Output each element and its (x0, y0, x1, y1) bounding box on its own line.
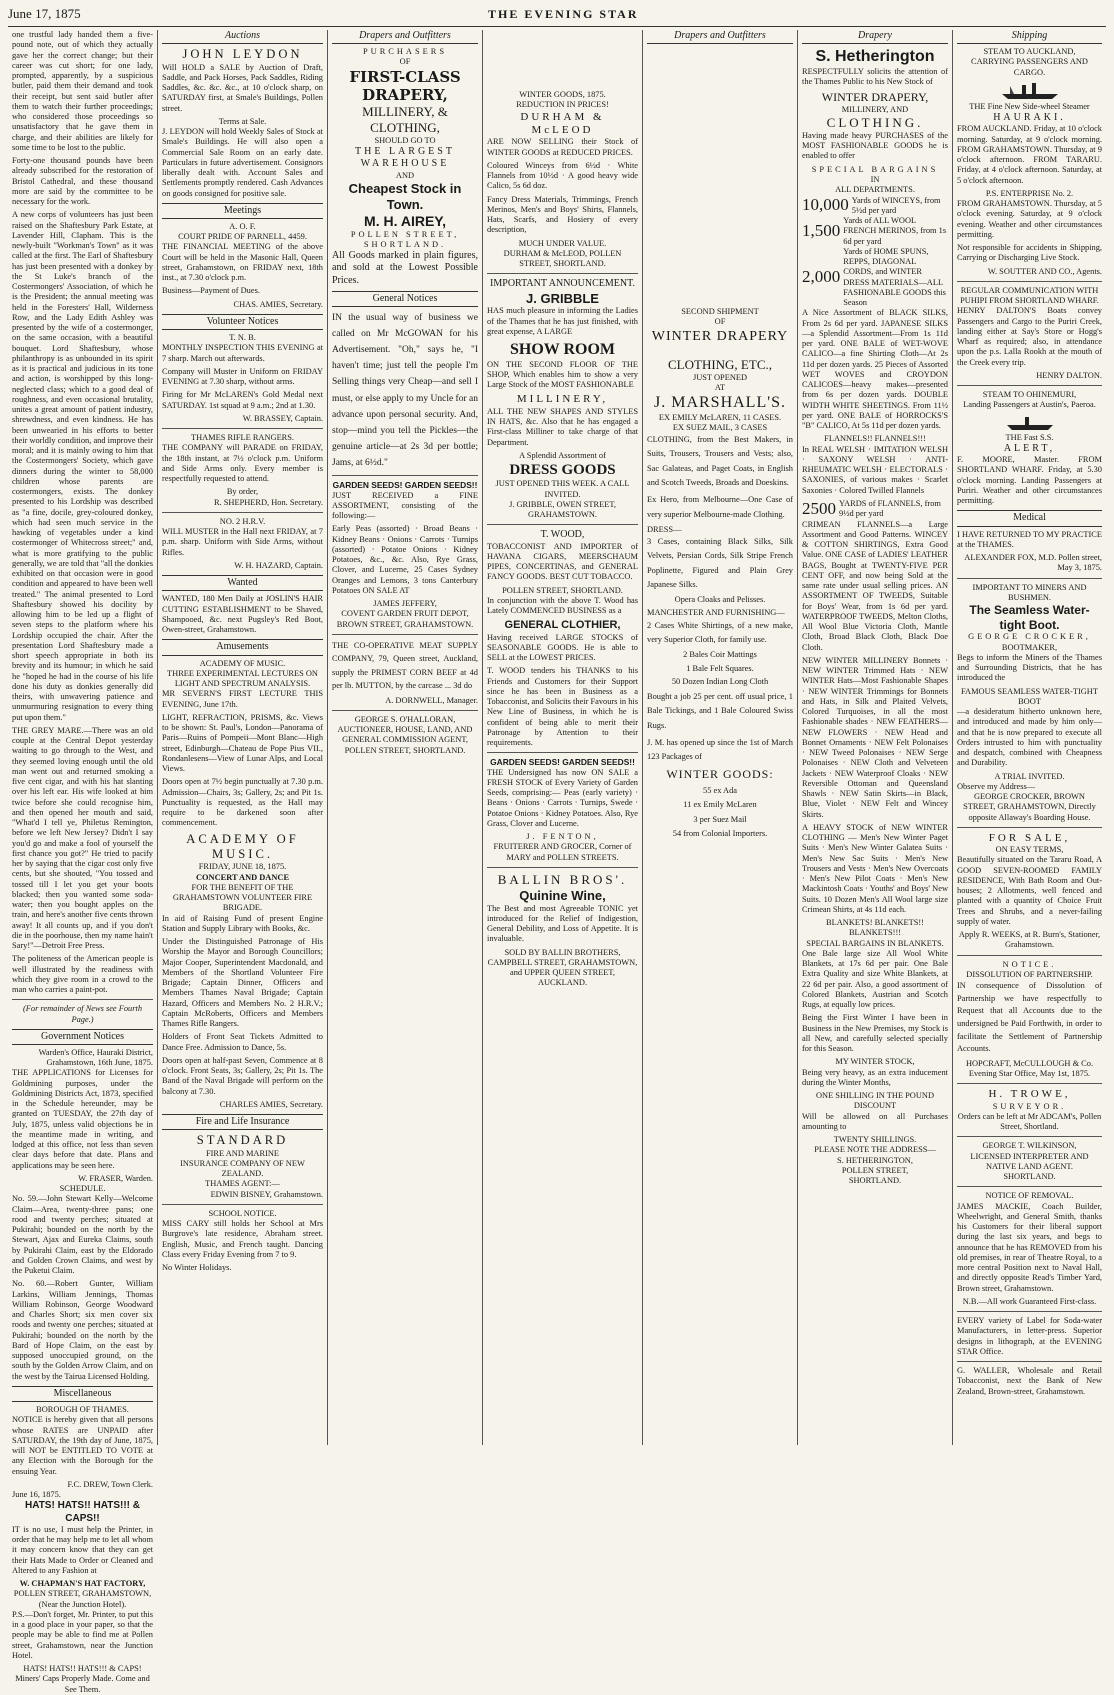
largest-warehouse: THE LARGEST WAREHOUSE (355, 146, 455, 170)
heth-address: POLLEN STREET, (841, 1165, 909, 1175)
section-header-wanted: Wanted (162, 575, 323, 591)
section-header-fire: Fire and Life Insurance (162, 1114, 323, 1130)
fire-marine: FIRE AND MARINE (205, 1148, 280, 1158)
airey-tagline: All Goods marked in plain figures, and sold at the Lowest Possible Prices. (332, 250, 478, 286)
heth-ad: Being very heavy, as an extra inducement during the Winter Months, (802, 1067, 948, 1087)
remainder-note: (For remainder of News see Fourth Page.) (22, 1004, 143, 1024)
covent-garden: COVENT GARDEN FRUIT DEPOT, (341, 609, 469, 619)
section-header-shipping: Shipping (957, 30, 1102, 44)
ship-schedule: F. MOORE, Master. FROM SHORTLAND WHARF. Friday, at 5.30 o'clock morning. Landing Passengers at Puriri. Weather and other circumstances permitting. (957, 455, 1102, 506)
regular-communication: REGULAR COMMUNICATION WITH PUHIPI FROM SHORTLAND WHARF. (960, 285, 1099, 306)
ship-disclaimer: Not responsible for accidents in Shipping, Carrying or Discharging Live Stock. (957, 243, 1102, 263)
in-line: IN (870, 174, 880, 184)
vol-notice: MONTHLY INSPECTION THIS EVENING at 7 sharp. March out afterwards. (162, 343, 323, 363)
hats-address: POLLEN STREET, GRAHAMSTOWN, (Near the Junction Hotel). (13, 1589, 152, 1609)
wanted-ad: WANTED, 180 Men Daily at JOSLIN'S HAIR CUTTING ESTABLISHMENT to be Shaved, Shampooed, &c. next Pugsley's Red Boot, Owen-street, Grahamstown. (162, 594, 323, 635)
amuse-text: Doors open at half-past Seven, Commence at 8 o'clock. Front Seats, 3s; Gallery, 2s; Pit 1s. The Band of the Naval Brigade will perform on the balcony at 7.30. (162, 1055, 323, 1096)
wilkinson-name: GEORGE T. WILKINSON, (982, 1141, 1077, 1151)
concert-title: CONCERT AND DANCE (195, 872, 290, 882)
vol-signature: W. H. HAZARD, Captain. (234, 560, 323, 570)
carrying-line: CARRYING PASSENGERS AND CARGO. (971, 57, 1088, 77)
hats-ps: P.S.—Don't forget, Mr. Printer, to put this in a good place in your paper, so that the people may be able to find me at Pollen street, Grahamstown, near the Junction Hotel. (12, 1609, 153, 1660)
ballin-name: BALLIN BROS'. (497, 871, 628, 887)
wilkinson-place: SHORTLAND. (1003, 1172, 1056, 1182)
marshall-ad: J. M. has opened up since the 1st of March 123 Packages of (647, 737, 793, 762)
section-header-meetings: Meetings (162, 203, 323, 219)
durham-name: DURHAM & McLEOD (520, 110, 605, 136)
heth-ad: Having made heavy PURCHASES of the MOST FASHIONABLE GOODS he is enabled to offer (802, 130, 948, 161)
ship-schedule: FROM GRAHAMSTOWN. Thursday, at 5 o'clock evening. Saturday, at 9 o'clock evening. Weather and other circumstances permitting. (957, 199, 1102, 239)
should-go-to: SHOULD GO TO (374, 136, 436, 145)
and-line: AND (395, 170, 415, 180)
marshall-ad: 50 Dozen Indian Long Cloth (671, 676, 769, 686)
heth-address: SHORTLAND. (848, 1176, 902, 1186)
column-2 (158, 30, 328, 1445)
ship-schedule: FROM AUCKLAND. Friday, at 10 o'clock morning. Saturday, at 9 o'clock morning. FROM GRAHAMSTOWN. Thursday, at 9 o'clock afternoon. FROM TARARU. Friday, at 4 o'clock afternoon. Saturday, at 5 o'clock afternoon. (957, 124, 1102, 185)
heth-ad: Being the First Winter I have been in Business in the New Premises, my Stock is all New, and carefully selected specially for this Season. (802, 1013, 948, 1054)
ballin-signature: SOLD BY BALLIN BROTHERS, CAMPBELL STREET, GRAHAMSTOWN, and UPPER QUEEN STREET, AUCKLAND. (487, 947, 638, 988)
borough-title: BOROUGH OF THAMES. (36, 1405, 129, 1415)
important-miners: IMPORTANT TO MINERS AND BUSHMEN. (972, 582, 1087, 602)
durham-value: MUCH UNDER VALUE. (518, 238, 607, 248)
gribble-name: J. GRIBBLE (526, 290, 599, 306)
dalton-signature: HENRY DALTON. (1036, 370, 1102, 380)
gribble-ad: HAS much pleasure in informing the Ladies of the Thames that he has just finished, with great expense, A LARGE (487, 306, 638, 336)
coop-ad: THE CO-OPERATIVE MEAT SUPPLY COMPANY, 79, Queen street, Auckland, supply the PRIMEST CORN BEEF at 4d per lb. MUTTON, by the carcase ... 3d do (332, 640, 478, 691)
section-header-government: Government Notices (12, 1029, 153, 1045)
fenton-name: J. FENTON, (526, 832, 599, 842)
crocker-name: GEORGE CROCKER, (968, 632, 1091, 642)
bargain-text: Yards of HOME SPUNS, REPPS, DIAGONAL CORDS, and WINTER DRESS MATERIALS—ALL FASHIONABLE GOODS this Season (843, 246, 946, 308)
amuse-text: MR SEVERN'S FIRST LECTURE THIS EVENING, June 17th. (162, 689, 323, 709)
notice-title: NOTICE. (1002, 959, 1057, 969)
section-header-medical: Medical (957, 510, 1102, 526)
garden-seeds-heading-2: GARDEN SEEDS! GARDEN SEEDS!! (490, 757, 635, 768)
news-paragraph: The politeness of the American people is well illustrated by the readiness with which they give room in a crowd to the man who carries a paint-pot. (12, 954, 153, 994)
gov-claim: No. 60.—Robert Gunter, William Larkins, William Jennings, Thomas William Robinson, George Woodward and Charles Short; six men cover six roods and twenty one perches; situated at Pukirahi; bounded on the north by the Bard of Hope Claim, on the east by supposed unoccupied ground, on the south by the Golden Arrow Claim, and on the west by the Tairua Licensed Holding. (12, 1279, 153, 1381)
bootmaker: BOOTMAKER, (1001, 642, 1058, 652)
quinine-wine: Quinine Wine, (519, 887, 606, 903)
fast-ss: THE Fast S.S. (1005, 432, 1054, 442)
my-winter-stock: MY WINTER STOCK, (835, 1057, 915, 1067)
column-5 (643, 30, 798, 1445)
jeffery-address: BROWN STREET, GRAHAMSTOWN. (336, 619, 474, 629)
gov-signature: W. FRASER, Warden. (78, 1173, 153, 1183)
gribble-splendid: A Splendid Assortment of (519, 450, 606, 460)
aof-title: A. O. F. (229, 221, 256, 231)
goods-item: 11 ex Emily McLaren (683, 800, 757, 810)
shipment-2: EX SUEZ MAIL, 3 CASES (672, 422, 768, 432)
tnb-title: T. N. B. (229, 333, 256, 343)
bargain-number: 10,000 (802, 195, 849, 215)
paper-title: THE EVENING STAR (488, 7, 639, 21)
gribble-millinery: MILLINERY, (516, 393, 609, 406)
ohalloran-title: AUCTIONEER, HOUSE, LAND, AND GENERAL COMMISSION AGENT, (337, 725, 473, 745)
amuse-text: Holders of Front Seat Tickets Admitted to Dance Free. Admission to Dance, 5s. (162, 1032, 323, 1052)
bargain-text: YARDS of FLANNELS, from 9½d per yard (839, 499, 941, 519)
column-1 (8, 30, 158, 1694)
durham-ad: ARE NOW SELLING their Stock of WINTER GOODS at REDUCED PRICES. (487, 137, 638, 157)
marshall-ad: 2 Cases White Shirtings, of a new make, very Superior Cloth, for family use. (647, 620, 793, 644)
gov-dateline: Warden's Office, Hauraki District, Grahamstown, 16th June, 1875. (38, 1047, 153, 1068)
concert-benefit: FOR THE BENEFIT OF THE GRAHAMSTOWN VOLUNTEER FIRE BRIGADE. (172, 882, 313, 913)
wilkinson-title: LICENSED INTERPRETER AND NATIVE LAND AGENT. (970, 1151, 1089, 1171)
vol-notice: THE COMPANY will PARADE on FRIDAY, the 18th instant, at 7½ o'clock p.m. Uniform and Side Arms only. Every member is respectfully requested to attend. (162, 443, 323, 484)
second-shipment: SECOND SHIPMENT (681, 307, 759, 317)
auction-ad: J. LEYDON will hold Weekly Sales of Stock at Smale's Buildings. He will also open a Commercial Sale Room on an early date. Particulars in future advertisement. Consignors liberally dealt with. Account Sales and Settlements promptly rendered. Cash Advances on goods consigned for positive sale. (162, 127, 323, 198)
section-header-amusements: Amusements (162, 639, 323, 655)
goods-item: 55 ex Ada (703, 786, 737, 796)
wood-name: T. WOOD, (540, 529, 585, 541)
wood-address: POLLEN STREET, SHORTLAND. (502, 585, 623, 595)
removal-text: JAMES MACKIE, Coach Builder, Wheelwright, and General Smith, thanks his Customers for their liberal support during the last six years, and begs to announce that he has REMOVED from his old premises, in rear of Theatre Royal, to a more central Position next to Naval Hall, and directly opposite Read's Timber Yard, Brown street, Grahamstown. (957, 1201, 1102, 1293)
concert-date: FRIDAY, JUNE 18, 1875. (198, 862, 287, 872)
news-paragraph: Forty-one thousand pounds have been already subscribed for the restoration of Bristol Cathedral, and these thousand more are said by the committee to be necessary for the work. (12, 156, 153, 206)
bargain-number: 2500 (802, 498, 836, 518)
marshall-ad: 3 Cases, containing Black Silks, Silk Velvets, Persian Cords, Silk Stripe French Poplinette, Figured and Plain Grey Japanese Silks. (647, 537, 793, 589)
gribble-signature: J. GRIBBLE, OWEN STREET, GRAHAMSTOWN. (509, 499, 616, 520)
millinery-and: MILLINERY, AND (841, 104, 909, 114)
ballin-ad: The Best and most Agreeable TONIC yet introduced for the Relief of Indigestion, General Debility, and Loss of Appetite. It is invaluable. (487, 903, 638, 944)
clothing-2: CLOTHING. (826, 115, 924, 131)
landing-line: Landing Passengers at Austin's, Paeroa. (963, 400, 1096, 410)
column-4 (483, 30, 643, 1445)
hauraki-name: HAURAKI. (993, 112, 1066, 124)
hetherington-name: S. Hetherington (815, 48, 935, 66)
heth-address: S. HETHERINGTON, (837, 1155, 913, 1165)
at-line: AT (714, 382, 726, 392)
section-header-drapers: Drapers and Outfitters (332, 30, 478, 44)
dress-label: DRESS— (647, 524, 682, 534)
section-header-drapers-2: Drapers and Outfitters (647, 30, 793, 44)
auction-ad: Will HOLD a SALE by Auction of Draft, Saddle, and Pack Horses, Pack Saddles, Riding Saddles, &c. &c. &c., at 10 o'clock sharp, on SATURDAY first, at Smale's Buildings, Pollen street. (162, 62, 323, 113)
section-header-auctions: Auctions (162, 30, 323, 44)
purchasers-line: PURCHASERS (363, 47, 447, 57)
steamer-line: THE Fine New Side-wheel Steamer (969, 101, 1090, 111)
masthead (8, 6, 1106, 27)
section-header-miscellaneous: Miscellaneous (12, 1386, 153, 1402)
jeffery-name: JAMES JEFFERY, (373, 599, 437, 609)
of-line: OF (399, 57, 411, 67)
amuse-text: Doors open at 7½ begin punctually at 7.30 p.m. Admission—Chairs, 3s; Gallery, 2s; and Pit 1s. Punctuality is requested, as the Hall may require to be darkened soon after commencement. (162, 777, 323, 828)
forsale-signature: Apply R. WEEKS, at R. Burn's, Stationer, Grahamstown. (958, 930, 1101, 950)
observe-address: Observe my Address— (957, 781, 1036, 791)
meeting-business: Business—Payment of Dues. (162, 286, 260, 296)
bargain-text: Yards of ALL WOOL FRENCH MERINOS, from 1s 6d per yard (843, 216, 947, 246)
clothing-etc: CLOTHING, ETC., (668, 356, 772, 372)
section-header-volunteer: Volunteer Notices (162, 314, 323, 330)
amuse-signature: CHARLES AMIES, Secretary. (219, 1099, 323, 1109)
famous-boot: FAMOUS SEAMLESS WATER-TIGHT BOOT (961, 686, 1098, 706)
column-7 (953, 30, 1106, 1445)
millinery-clothing: MILLINERY, & CLOTHING, (362, 104, 448, 136)
wood-ad: T. WOOD tenders his THANKS to his Friends and Customers for their Support since he has been in Business as a Tobacconist, and Solicits their Favours in his New Line of Business, in which he is confident of being able to merit their Patronage by Attention to their requirements. (487, 666, 638, 748)
first-class-drapery: FIRST-CLASS DRAPERY, (349, 67, 461, 104)
agent-name: EDWIN BISNEY, Grahamstown. (210, 1189, 323, 1199)
special-blankets: SPECIAL BARGAINS IN BLANKETS. (806, 938, 944, 948)
hats-footer: HATS! HATS!! HATS!!! & CAPS! Miners' Caps Properly Made. Come and See Them. (15, 1664, 150, 1694)
bargain-number: 2,000 (802, 267, 841, 287)
reduction-line: REDUCTION IN PRICES! (516, 100, 609, 110)
meeting-notice: THE FINANCIAL MEETING of the above Court will be held in the Masonic Hall, Queen street, Grahamstown, on FRIDAY next, 18th inst., at 7.30 o'clock p.m. (162, 242, 323, 283)
crocker-ad: Begs to inform the Miners of the Thames and Surrounding Districts, that he has introduced the (957, 652, 1102, 683)
vol-notice: WILL MUSTER in the Hall next FRIDAY, at 7 p.m. sharp. Uniform with Side Arms, without Rifles. (162, 527, 323, 557)
vol-signature: W. BRASSEY, Captain. (242, 413, 323, 423)
seamless-boot: The Seamless Water-tight Boot. (969, 603, 1090, 632)
heth-ad: A Nice Assortment of BLACK SILKS, From 2s 6d per yard. JAPANESE SILKS—a Splendid Assortment—From 1s 11d per yard. ONE BALE of WET-WOVE CALICO—a fine Shirting Cloth—At 2s 11d per dozen yards. 25 Pieces of Assorted WET WOVES and CROYDON CALICOES—heavy makes—presented from 6s per dozen yards. DOUBLE WIDTH WHITE SHEETINGS. From 11½ per yard. ONE BALE of HORROCKS'S "B" CALICO, At 5s 11d per dozen yards. (802, 308, 948, 431)
flannels-heading: FLANNELS!! FLANNELS!!! (824, 434, 926, 444)
alert-name: ALERT, (1003, 442, 1056, 454)
shilling-discount: ONE SHILLING IN THE POUND DISCOUNT (815, 1091, 934, 1111)
school-text: No Winter Holidays. (162, 1263, 232, 1273)
meeting-signature: CHAS. AMIES, Secretary. (233, 299, 323, 309)
cheapest-stock: Cheapest Stock in Town. (348, 180, 462, 212)
enterprise-name: P.S. ENTERPRISE No. 2. (985, 188, 1074, 198)
misc-notice: NOTICE is hereby given that all persons whose RATES are UNPAID after SATURDAY, the 19th day of June, 1875, will NOT be ENTITLED TO VOTE at any Election with the Borough for the ensuing Year. (12, 1415, 153, 1476)
auction-terms: Terms at Sale. (218, 116, 267, 126)
removal-nb: N.B.—All work Guaranteed First-class. (962, 1296, 1097, 1306)
dissolution-title: DISSOLUTION OF PARTNERSHIP. (966, 969, 1093, 979)
fenton-ad: THE Undersigned has now ON SALE a FRESH STOCK of Every Variety of Garden Seeds, comprising:— Peas (early variety) · Beans · Onions · Carrots · Turnips, Swede · Potatoe Onions · Kidney Potatoes. Also, Rye Grass, Clover and Lucerne. (487, 767, 638, 828)
general-clothier: GENERAL CLOTHIER, (504, 619, 621, 632)
issue-date: June 17, 1875 (8, 6, 81, 21)
crocker-signature: GEORGE CROCKER, BROWN STREET, GRAHAMSTOWN, Directly opposite Allaway's Boarding House. (963, 792, 1096, 822)
ohalloran-name: GEORGE S. O'HALLORAN, (354, 714, 456, 724)
heth-ad: NEW WINTER MILLINERY Bonnets · NEW WINTER Trimmed Hats · NEW WINTER Hats—Most Fashionable Shapes · NEW WINTER Trimmings for Bonnets and Hats, in Silk and Plaited Velvets, Colored Turquoises, in all the most Fashionable shades · NEW FEATHERS—NEW FLOWERS · NEW Head and Bonnet Ornaments · NEW Felt Polonaises · NEW Tweed Polonaises · NEW Serge Polonaises · NEW Cloth and Velveteen Jackets · NEW Waterproof Cloaks · NEW Reversible Ottoman and Queensland Shawls · NEW Satin Skirts—in Black, Blue, Violet · NEW Felt and Wincey Skirts. (802, 655, 948, 819)
durham-ad: Fancy Dress Materials, Trimmings, French Merinos, Men's and Boys' Shirts, Flannels, Hats, Scarfs, and Hosiery of every description, (487, 194, 638, 235)
shipment-1: EX EMILY McLAREN, 11 CASES. (658, 412, 782, 422)
for-sale: FOR SALE, (988, 831, 1071, 844)
waller-ad: G. WALLER, Wholesale and Retail Tobacconist, next the Bank of New Zealand, Brown-street, Grahamstown. (957, 1366, 1102, 1396)
heth-ad: A HEAVY STOCK of NEW WINTER CLOTHING — Men's New Winter Paget Suits · Men's New Winter Galatea Suits · Men's New Sac Suits · Men's New Trousers and Vests · Men's New Overcoats · Men's New Pilot Coats · Men's New Mackintosh Coats · Youths' and Boys' New Suits. 10 Dozen Men's All Wool large size Crimean Shirts, at 4s 11d each. (802, 822, 948, 914)
dress-goods: DRESS GOODS (509, 462, 616, 479)
garden-seeds-heading: GARDEN SEEDS! GARDEN SEEDS!! (332, 480, 478, 491)
winter-goods: WINTER GOODS: (666, 767, 774, 782)
manchester-label: MANCHESTER AND FURNISHING— (647, 608, 785, 618)
bargain-row (802, 195, 948, 216)
bargain-text: Yards of WINCEYS, from 5½d per yard (851, 195, 941, 215)
fenton-address: FRUITERER AND GROCER, Corner of MARY and POLLEN STREETS. (493, 842, 632, 862)
schedule-title: SCHEDULE. (59, 1184, 106, 1194)
hats-heading: HATS! HATS!! HATS!!! & CAPS!! (25, 1500, 140, 1524)
removal-title: NOTICE OF REMOVAL. (985, 1191, 1074, 1201)
section-header-general: General Notices (332, 291, 478, 307)
please-note: PLEASE NOTE THE ADDRESS— (814, 1145, 936, 1155)
trowe-name: H. TROWE, (988, 1088, 1071, 1101)
heth-ad: CRIMEAN FLANNELS—a Large Assortment and Good Patterns. WINCEY & COTTON SHIRTINGS, Extra Good Value. ONE CASE of LADIES' LEATHER BAGS, Bought at TWENTY-FIVE PER CENT OFF, and now being Sold at the same rate under usual selling prices. AN ASSORTMENT OF TWEEDS, Suitable for Boys' Wear, from 1s 6d per yard. WATERPROOF TWEEDS, Melton Cloths, All Wool Blue Victoria Cloth, Mantle Cloth, Broad Black Cloth, Black Doe Cloth. (802, 519, 948, 652)
marshall-ad: 2 Bales Coir Mattings (683, 650, 757, 660)
amuse-text: LIGHT, REFRACTION, PRISMS, &c. Views to be shown: St. Paul's, London—Panorama of Paris—Ruins of Pompeii—Mont Blanc—High street, Edinburgh—Chateau de Pope Pius VII., Rondanlesens—View of Lunar Alps, and Local Views. (162, 712, 323, 774)
garden-list: Early Peas (assorted) · Broad Beans · Kidney Beans · Onions · Carrots · Turnips (assorted) · Potatoe Onions · Kidney Potatoes, &c., &c. Also, Rye Grass, Clover, and Lucerne, 25 Cases Sydney Oranges and Lemons, 3 tons Canterbury Potatoes ON SALE AT (332, 524, 478, 595)
school-title: SCHOOL NOTICE. (208, 1208, 277, 1218)
marshall-name: J. MARSHALL'S. (653, 394, 786, 412)
bargain-row (802, 247, 948, 309)
hats-name: W. CHAPMAN'S HAT FACTORY, (19, 1579, 146, 1588)
wood-ad: In conjunction with the above T. Wood has Lately COMMENCED BUSINESS as a (487, 595, 638, 616)
just-opened: JUST OPENED (692, 372, 748, 382)
bargain-row (802, 216, 948, 247)
gov-notice: THE APPLICATIONS for Licenses for Goldmining purposes, under the Goldmining Districts Act, 1873, specified in the Schedule hereunder, may be granted on TUESDAY, the 27th day of July, 1875, unless valid objections be in the meantime made in writing, and lodged at this office, not less than seven clear days before that date. Plans and applications may be seen here. (12, 1068, 153, 1170)
heth-ad: In REAL WELSH · IMITATION WELSH · SAXONY WELSH · ANTI-RHEUMATIC WELSH · ELECTORALS · SAXONIES, of various makes · Scarlet Saxonies · Colored Twilled Flannels (802, 444, 948, 495)
marshall-ad: Bought a job 25 per cent. off usual price, 1 Bale Tickings, and 1 Bale Coloured Swiss Rugs. (647, 692, 793, 730)
bargain-number: 1,500 (802, 221, 841, 241)
label-ad: EVERY variety of Label for Soda-water Manufacturers, in letter-press. Superior designs in lithograph, at the EVENING STAR Office. (957, 1316, 1102, 1356)
hrv-title: NO. 2 H.R.V. (219, 516, 266, 526)
hats-ad: IT is no use, I must help the Printer, in order that he may help me to let all whom it may concern know that they can get their Hats Made to Order or Cleaned and Altered to any Fashion at (12, 1524, 153, 1575)
important-announcement: IMPORTANT ANNOUNCEMENT. (490, 278, 635, 290)
thames-agent: THAMES AGENT:— (205, 1179, 280, 1189)
ohalloran-address: POLLEN STREET, SHORTLAND. (344, 745, 466, 755)
heth-ad: Will be allowed on all Purchases amounting to (802, 1111, 948, 1131)
wood-ad: TOBACCONIST AND IMPORTER of HAVANA CIGARS, MEERSCHAUM PIPES, CONCERTINAS, and GENERAL FANCY GOODS. BEST CUT TOBACCO. (487, 541, 638, 582)
amuse-text: In aid of Raising Fund of present Engine Station and Supply Library with Books, &c. (162, 913, 323, 933)
auctioneer-name: JOHN LEYDON (182, 47, 303, 62)
academy-title: ACADEMY OF MUSIC. (199, 658, 286, 668)
goods-item: 54 from Colonial Importers. (672, 828, 768, 838)
gribble-just: JUST OPENED THIS WEEK. A CALL INVITED. (495, 479, 630, 499)
steam-ohinemuri: STEAM TO OHINEMURI, (982, 390, 1077, 400)
school-text: MISS CARY still holds her School at Mrs Burgrove's late residence, Abraham street. English, Music, and French taught. Dancing Class every Friday Evening from 7 to 9. (162, 1219, 323, 1259)
steamer-icon (1000, 80, 1060, 100)
marshall-ad: 1 Bale Felt Squares. (686, 663, 754, 673)
vol-notice: Firing for Mr McLAREN's Gold Medal next SATURDAY. 1st squad at 9 a.m.; 2nd at 1.30. (162, 390, 323, 410)
surveyor: SURVEYOR. (992, 1101, 1067, 1111)
mcgowan-ad: IN the usual way of business we called on Mr McGOWAN for his Advertisement. "Oh," says he, "I haven't time; just tell the people I'm Selling things very Cheap—and sell I must, or else apply to my Uncle for an advance upon personal security. And, stop—mind you tell the Pickles—the genuine article—at 2s 3d per bottle; Jams, at 6½d." (332, 312, 478, 469)
gov-claim: No. 59.—John Stewart Kelly—Welcome Claim—Area, twenty-three pans; one rood and twenty perches; situated at Pukirahi; bounded on the north by the Stewart, Ajax and Eureka Claims, south by Pukirahi Claim, east by the Eldorado and Golden Crown Claims, and west by the Puketui Claim. (12, 1194, 153, 1276)
gribble-ad: ON THE SECOND FLOOR OF THE SHOP, Which enables him to show a very Large Stock of the MOST FASHIONABLE (487, 359, 638, 390)
dissolution-signature: HOPCRAFT, McCULLOUGH & Co. Evening Star Office, May 1st, 1875. (965, 1058, 1094, 1079)
winter-goods-title: WINTER GOODS, 1875. (519, 90, 606, 99)
marshall-ad: Opera Cloaks and Pelisses. (674, 595, 766, 605)
section-header-drapery: Drapery (802, 30, 948, 44)
crocker-ad: —a desideratum hitherto unknown here, and introduced and made by him only—and that he is now prepared to execute all Orders intrusted to him with punctuality and despatch, combined with Cheapness and Durability. (957, 707, 1102, 768)
vol-byorder: By order, (226, 487, 259, 497)
lectures-title: THREE EXPERIMENTAL LECTURES ON LIGHT AND SPECTRUM ANALYSIS. (167, 668, 318, 689)
medical-signature: ALEXANDER FOX, M.D. Pollen street, May 3, 1875. (964, 553, 1102, 573)
heth-ad: RESPECTFULLY solicits the attention of the Thames Public to his New Stock of (802, 66, 948, 86)
misc-date: June 16, 1875. (12, 1490, 61, 1500)
trowe-orders: Orders can be left at Mr ADCAM's, Pollen Street, Shortland. (957, 1111, 1102, 1132)
airey-name: M. H. AIREY, (364, 212, 446, 229)
blankets-heading: BLANKETS! BLANKETS!! BLANKETS!!! (826, 918, 924, 938)
easy-terms: ON EASY TERMS, (995, 845, 1064, 855)
news-paragraph: THE GREY MARE.—There was an old couple at the Central Depot yesterday waiting to go through to the West, and they seemed loving enough until the old man went out and returned smoking a five cent cigar, and with his hat slanting over his left ear. His wife looked at him twice before she could recognise him, and then opened her mouth and said, "What'd I tell ye, Philetus Remington, before we left New Jersey? Didn't I say you'd go and make a fool of yourself the first chance you got?" He tried to pacify her by saying that the cigar cost only five cents, but she shouted, "You tossed and tossed till I let you get your boots blacked; then you wanted some soda-water; then you bought apples on the train, and here's another five cents thrown away! It all counts up, and if you don't die in the poorhouse, then my name hain't Sary!"—Detroit Free Press. (12, 725, 153, 950)
misc-signature: F.C. DREW, Town Clerk. (67, 1479, 153, 1489)
dissolution-text: IN consequence of Dissolution of Partnership we have respectfully to Request that all Accounts due to the undersigned be Paid Forthwith, in order to facilitate the Settlement of Partnership Accounts. (957, 981, 1102, 1054)
heth-ad: One Bale large size All Wool White Blankets, at 17s 6d per pair. One Bale Extra Quality and size White Blankets, at 22 6d per pair. Also, a good assortment of Colored Blankets, Austrian and Scotch Rugs, at equally low prices. (802, 948, 948, 1010)
winter-drapery-2: WINTER DRAPERY, (821, 90, 929, 105)
airey-address: POLLEN STREET, SHORTLAND. (350, 229, 460, 249)
durham-ad: Coloured Winceys from 6½d · White Flannels from 10½d · A good heavy wide Calico, 5s 6d doz. (487, 160, 638, 191)
court-title: COURT PRIDE OF PARNELL, 4459. (178, 232, 307, 242)
gribble-ad: ALL THE NEW SHAPES AND STYLES IN HATS, &c. Also that he has engaged a First-class Milliner to take charge of that Department. (487, 406, 638, 447)
vol-notice: Company will Muster in Uniform on FRIDAY EVENING at 7.30 sharp, without arms. (162, 366, 323, 387)
coop-signature: A. DORNWELL, Manager. (385, 695, 478, 705)
all-departments: ALL DEPARTMENTS. (835, 185, 915, 195)
medical-notice: I HAVE RETURNED TO MY PRACTICE at the THAMES. (957, 529, 1102, 549)
special-bargains: SPECIAL BARGAINS (811, 164, 939, 174)
ship-agent: W. SOUTTER AND CO., Agents. (987, 266, 1102, 276)
goods-item: 3 per Suez Mail (693, 814, 747, 824)
dalton-ad: HENRY DALTON'S Boats convey Passengers and Cargo to the Puriri Creek, landing either at Say's Store or Hogg's Wharf as required; also, in attendance upon the p.s. Lalla Rookh at the mouth of the Creek every trip. (957, 306, 1102, 367)
trr-title: THAMES RIFLE RANGERS. (190, 433, 295, 443)
vol-signature: R. SHEPHERD, Hon. Secretary. (213, 497, 323, 507)
wood-ad: Having received LARGE STOCKS of SEASONABLE GOODS. He is able to SELL at the LOWEST PRICES. (487, 632, 638, 663)
column-6 (798, 30, 953, 1445)
news-paragraph: A new corps of volunteers has just been raised on the Shaftesbury Park Estate, at Lavender Hill, Clapham. This is the newly-built "Workman's Town" as it was called at the first. The Earl of Shaftesbury has just been presented with a donkey by the St Luke's branch of the Costermongers' Association, of which he is the President; the annual meeting was held in the Foresters' Hall, Wilderness Row, and the Lady Edith Ashley was presented by the wife of a costermonger, on the same occasion, with a beautiful bouquet. Lord Shaftesbury, whose philanthropy is as unbounded in its spirit as it is practical and judicious in its tone and action, is worshipped by this long-neglected class; which to a good deal of roughness, and even occasional brutality, unites a great amount of patient industry, shrewdness, and even kindness. He has been unwearied in his efforts to better their worldly condition, and improve their moral; and it is mainly owing to him that the Costermongers' Society, which gave dinners during the winter to 58,000 children whose parents are costermongers, exists. The donkey presented to his Lordship was described as "a fine, docile, grey-coloured donkey, which had seen much service in the hawking of vegetables under a kind costermonger of Whitecross street;" and, what is more gratifying to the public generally, we are told that "all the donkies exhibited on that occasion were in good condition and appeared to have been well treated." The animal presented to Lord Shaftesbury showed his docility by allowing him to be led up a flight of seven steps to the platform where his Lordship occupied the chair. After the presentation Lord Shaftesbury made a short speech appropriate in both its brevity and its humour; in which he said he "hoped he had in the course of his life done his duty as donkies generally did theirs, with unwavering patience and unmurmuring resignation to every thing put upon them." (12, 210, 154, 722)
bargain-row (802, 499, 948, 520)
news-paragraph: one trustful lady handed them a five-pound note, out of which they actually gave her the correct change; but their career was cut short; for one lady, prompted, apparently, by a suspicious butler, paid them their demand and took their receipt, but sent said butler after them to watch their further proceedings; who considered those proceedings so unsatisfactory that he gave them in charge, and their abilities are likely for some time to be lost to the public. (12, 30, 153, 152)
garden-ad: JUST RECEIVED a FINE ASSORTMENT, consisting of the following:— (332, 490, 478, 521)
academy-title-2: ACADEMY OF MUSIC. (186, 831, 299, 861)
standard-title: STANDARD (196, 1133, 289, 1148)
column-3 (328, 30, 483, 1445)
durham-signature: DURHAM & McLEOD, POLLEN STREET, SHORTLAND. (503, 248, 622, 269)
steamer-icon (1005, 413, 1055, 431)
amuse-text: Under the Distinguished Patronage of His Worship the Mayor and Borough Councillors; Major Cooper, Superintendent Macdonald, and Members of the Shortland Volunteer Fire Brigade; Captain Dinner, Officers and Members Thames Naval Brigade; Captain Hazard, Officers and Members No. 2 H.R.V.; Captain McRoberts, Officers and Members Thames Rifle Rangers. (162, 937, 323, 1029)
marshall-ad: CLOTHING, from the Best Makers, in Suits, Trousers, Trousers and Vests; also, Sac Galateas, and Paget Coats, in English and Scotch Tweeds, Broads and Doeskins. (647, 435, 793, 487)
steam-auckland: STEAM TO AUCKLAND, (983, 47, 1076, 57)
twenty-shillings: TWENTY SHILLINGS. (833, 1135, 917, 1145)
winter-drapery: WINTER DRAPERY (651, 328, 789, 344)
insurance-company: INSURANCE COMPANY OF NEW ZEALAND. (180, 1158, 305, 1179)
marshall-ad: Ex Hero, from Melbourne—One Case of very superior Melbourne-made Clothing. (647, 495, 793, 519)
forsale-ad: Beautifully situated on the Tararu Road, A GOOD SEVEN-ROOMED FAMILY RESIDENCE, With Bath Room and Out-houses; 2 Allotments, well fenced and planted with a quantity of Choice Fruit Trees and Shrubs, and a never-failing supply of water. (957, 855, 1102, 926)
of-line-2: OF (714, 317, 726, 327)
show-room: SHOW ROOM (509, 341, 616, 359)
trial-invited: A TRIAL INVITED. (994, 771, 1065, 781)
